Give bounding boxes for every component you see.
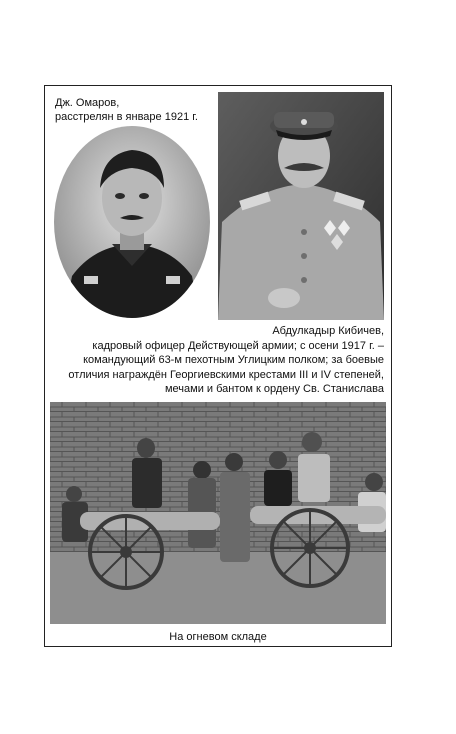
- artillery-depot-group-photo: [50, 402, 386, 624]
- kibichev-caption-line-5: мечами и бантом к ордену Св. Станислава: [164, 383, 384, 395]
- kibichev-caption-line-2: кадровый офицер Действующей армии; с осени 1917 г. –: [92, 339, 384, 352]
- kibichev-caption-line-3: командующий 63-м пехотным Углицким полком; за боевые: [83, 354, 384, 366]
- kibichev-caption-line-4: отличия награждён Георгиевскими крестами III и IV степеней,: [68, 368, 384, 381]
- omarov-caption: [55, 96, 198, 124]
- omarov-caption-line-1: Дж. Омаров,: [55, 97, 120, 109]
- kibichev-portrait-photo: [218, 92, 384, 320]
- omarov-caption-line-2: расстрелян в январе 1921 г.: [55, 111, 198, 123]
- kibichev-caption: [54, 324, 384, 397]
- kibichev-caption-line-1: Абдулкадыр Кибичев,: [272, 325, 384, 337]
- omarov-portrait-photo: [54, 126, 210, 318]
- group-photo-caption: На огневом складе: [169, 631, 267, 643]
